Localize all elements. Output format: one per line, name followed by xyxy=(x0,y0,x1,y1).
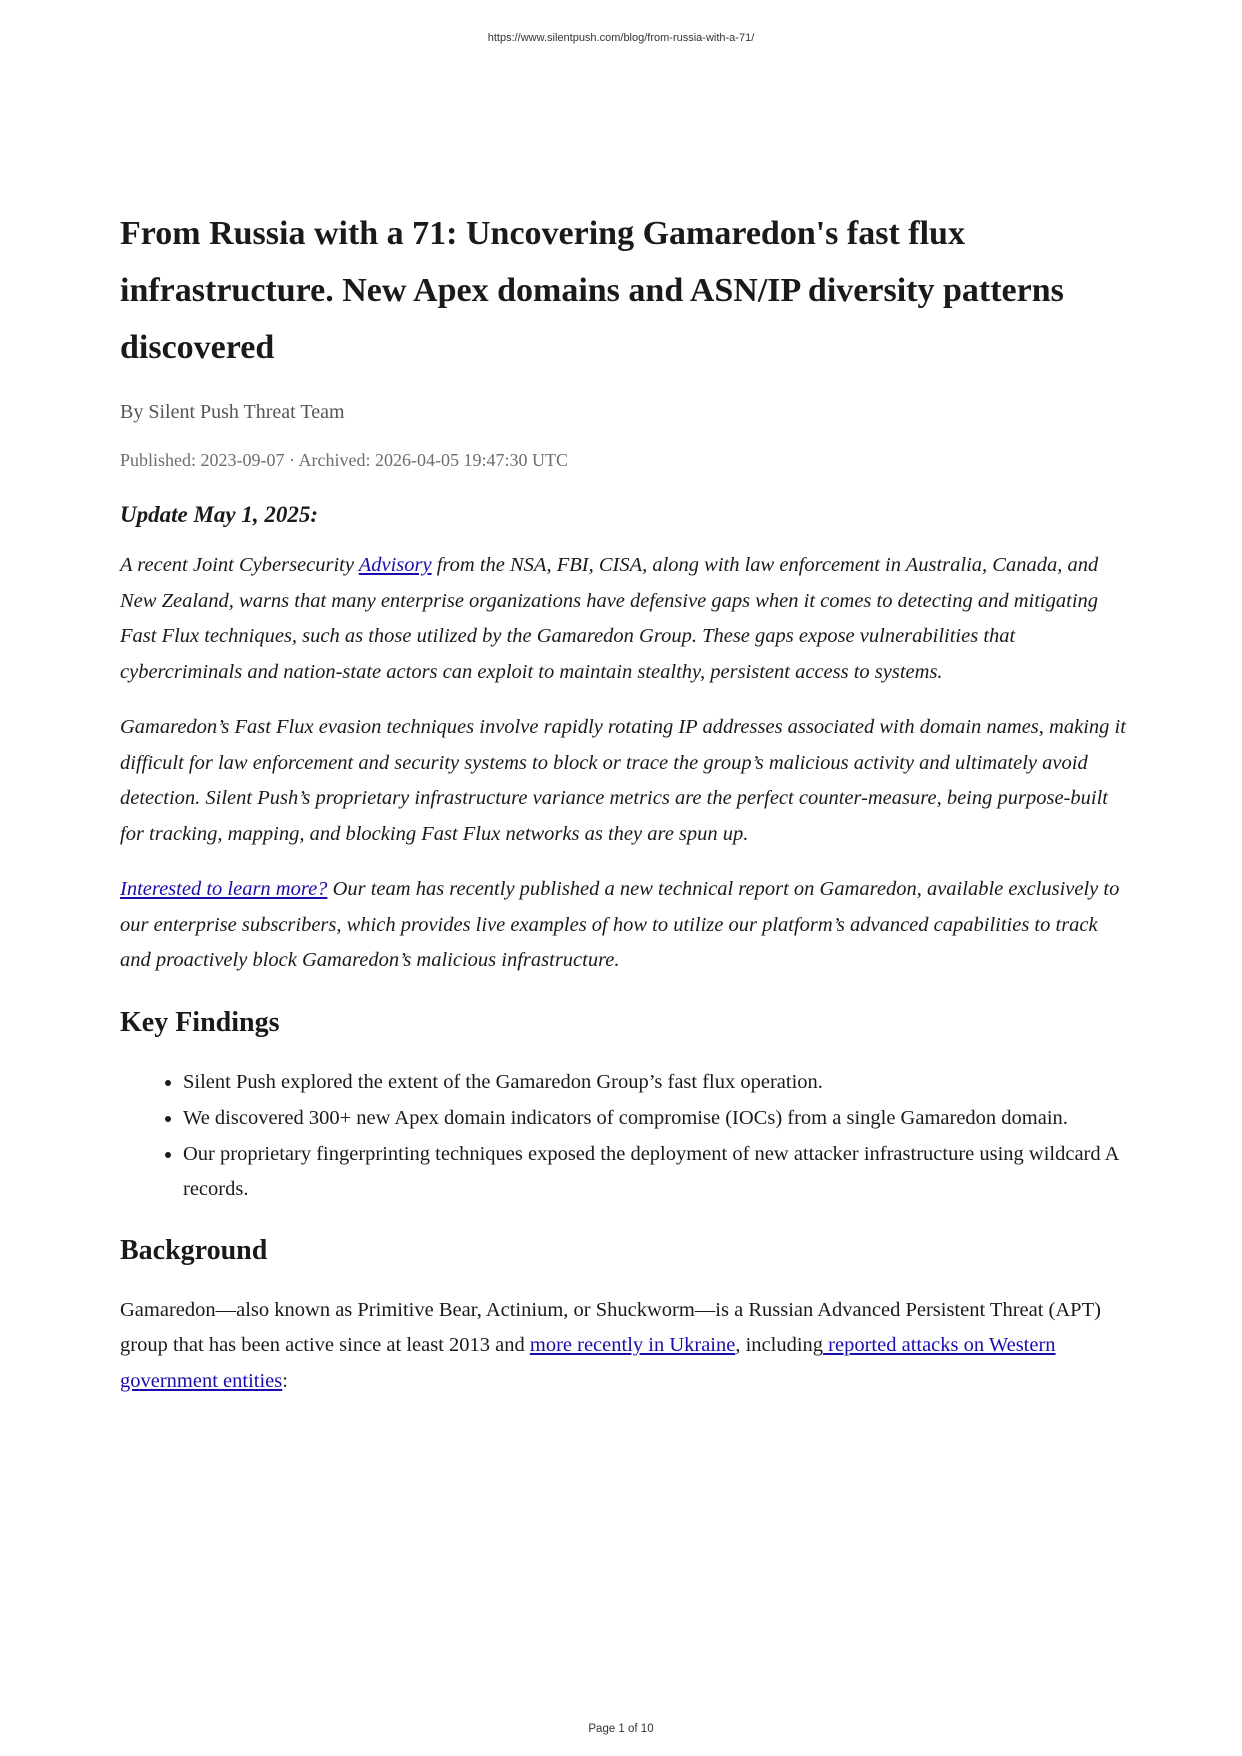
western-attacks-link[interactable]: reported attacks on Western government entities xyxy=(120,1334,1056,1392)
list-item: • Silent Push explored the extent of the Gamaredon Group’s fast flux operation. xyxy=(183,1065,1130,1100)
key-findings-list xyxy=(120,1065,1130,1207)
update-paragraph-1 xyxy=(120,548,1130,690)
key-findings-heading: Key Findings xyxy=(120,1006,280,1038)
background-text-before: Gamaredon—also known as Primitive Bear, Actinium, or Shuckworm—is a Russian Advanced Persistent Threat (APT) group that has been active since at least 2013 and xyxy=(120,1298,1101,1356)
update-p1-text-before: A recent Joint Cybersecurity xyxy=(120,554,359,576)
background-text-middle: , including xyxy=(735,1334,824,1356)
article-meta: Published: 2023-09-07 · Archived: 2026-04-05 19:47:30 UTC xyxy=(120,450,568,470)
update-heading: Update May 1, 2025: xyxy=(120,502,319,527)
list-item: • We discovered 300+ new Apex domain indicators of compromise (IOCs) from a single Gamaredon domain. xyxy=(183,1101,1130,1136)
list-item: • Our proprietary fingerprinting techniques exposed the deployment of new attacker infrastructure using wildcard A records. xyxy=(183,1137,1130,1207)
update-paragraph-2: Gamaredon’s Fast Flux evasion techniques involve rapidly rotating IP addresses associated with domain names, making it difficult for law enforcement and security systems to block or trace the group’s malicious activity and ultimately avoid detection. Silent Push’s proprietary infrastructure variance metrics are the perfect counter-measure, being purpose-built for tracking, mapping, and blocking Fast Flux networks as they are spun up. xyxy=(120,716,1126,845)
article-title: From Russia with a 71: Uncovering Gamaredon's fast flux infrastructure. New Apex domains and ASN/IP diversity patterns discovered xyxy=(120,215,1064,366)
background-text-after: : xyxy=(282,1369,288,1392)
page-number: Page 1 of 10 xyxy=(588,1723,654,1735)
background-paragraph xyxy=(120,1293,1130,1400)
update-paragraph-3 xyxy=(120,872,1130,979)
update-p3-text-after: Our team has recently published a new technical report on Gamaredon, available exclusively to our enterprise subscribers, which provides live examples of how to utilize our platform’s advanced capabilities to track and proactively block Gamaredon’s malicious infrastructure. xyxy=(120,878,1120,971)
article-byline: By Silent Push Threat Team xyxy=(120,401,345,423)
advisory-link[interactable]: Advisory xyxy=(358,554,432,576)
article xyxy=(120,205,1130,1419)
ukraine-link[interactable]: more recently in Ukraine xyxy=(529,1334,736,1356)
learn-more-link[interactable]: Interested to learn more? xyxy=(120,878,328,900)
page-url: https://www.silentpush.com/blog/from-russia-with-a-71/ xyxy=(487,32,755,44)
background-heading: Background xyxy=(120,1234,268,1266)
update-p1-text-after: from the NSA, FBI, CISA, along with law enforcement in Australia, Canada, and New Zealand, warns that many enterprise organizations have defensive gaps when it comes to detecting and mitigating Fast Flux techniques, such as those utilized by the Gamaredon Group. These gaps expose vulnerabilities that cybercriminals and nation-state actors can exploit to maintain stealthy, persistent access to systems. xyxy=(120,554,1099,683)
